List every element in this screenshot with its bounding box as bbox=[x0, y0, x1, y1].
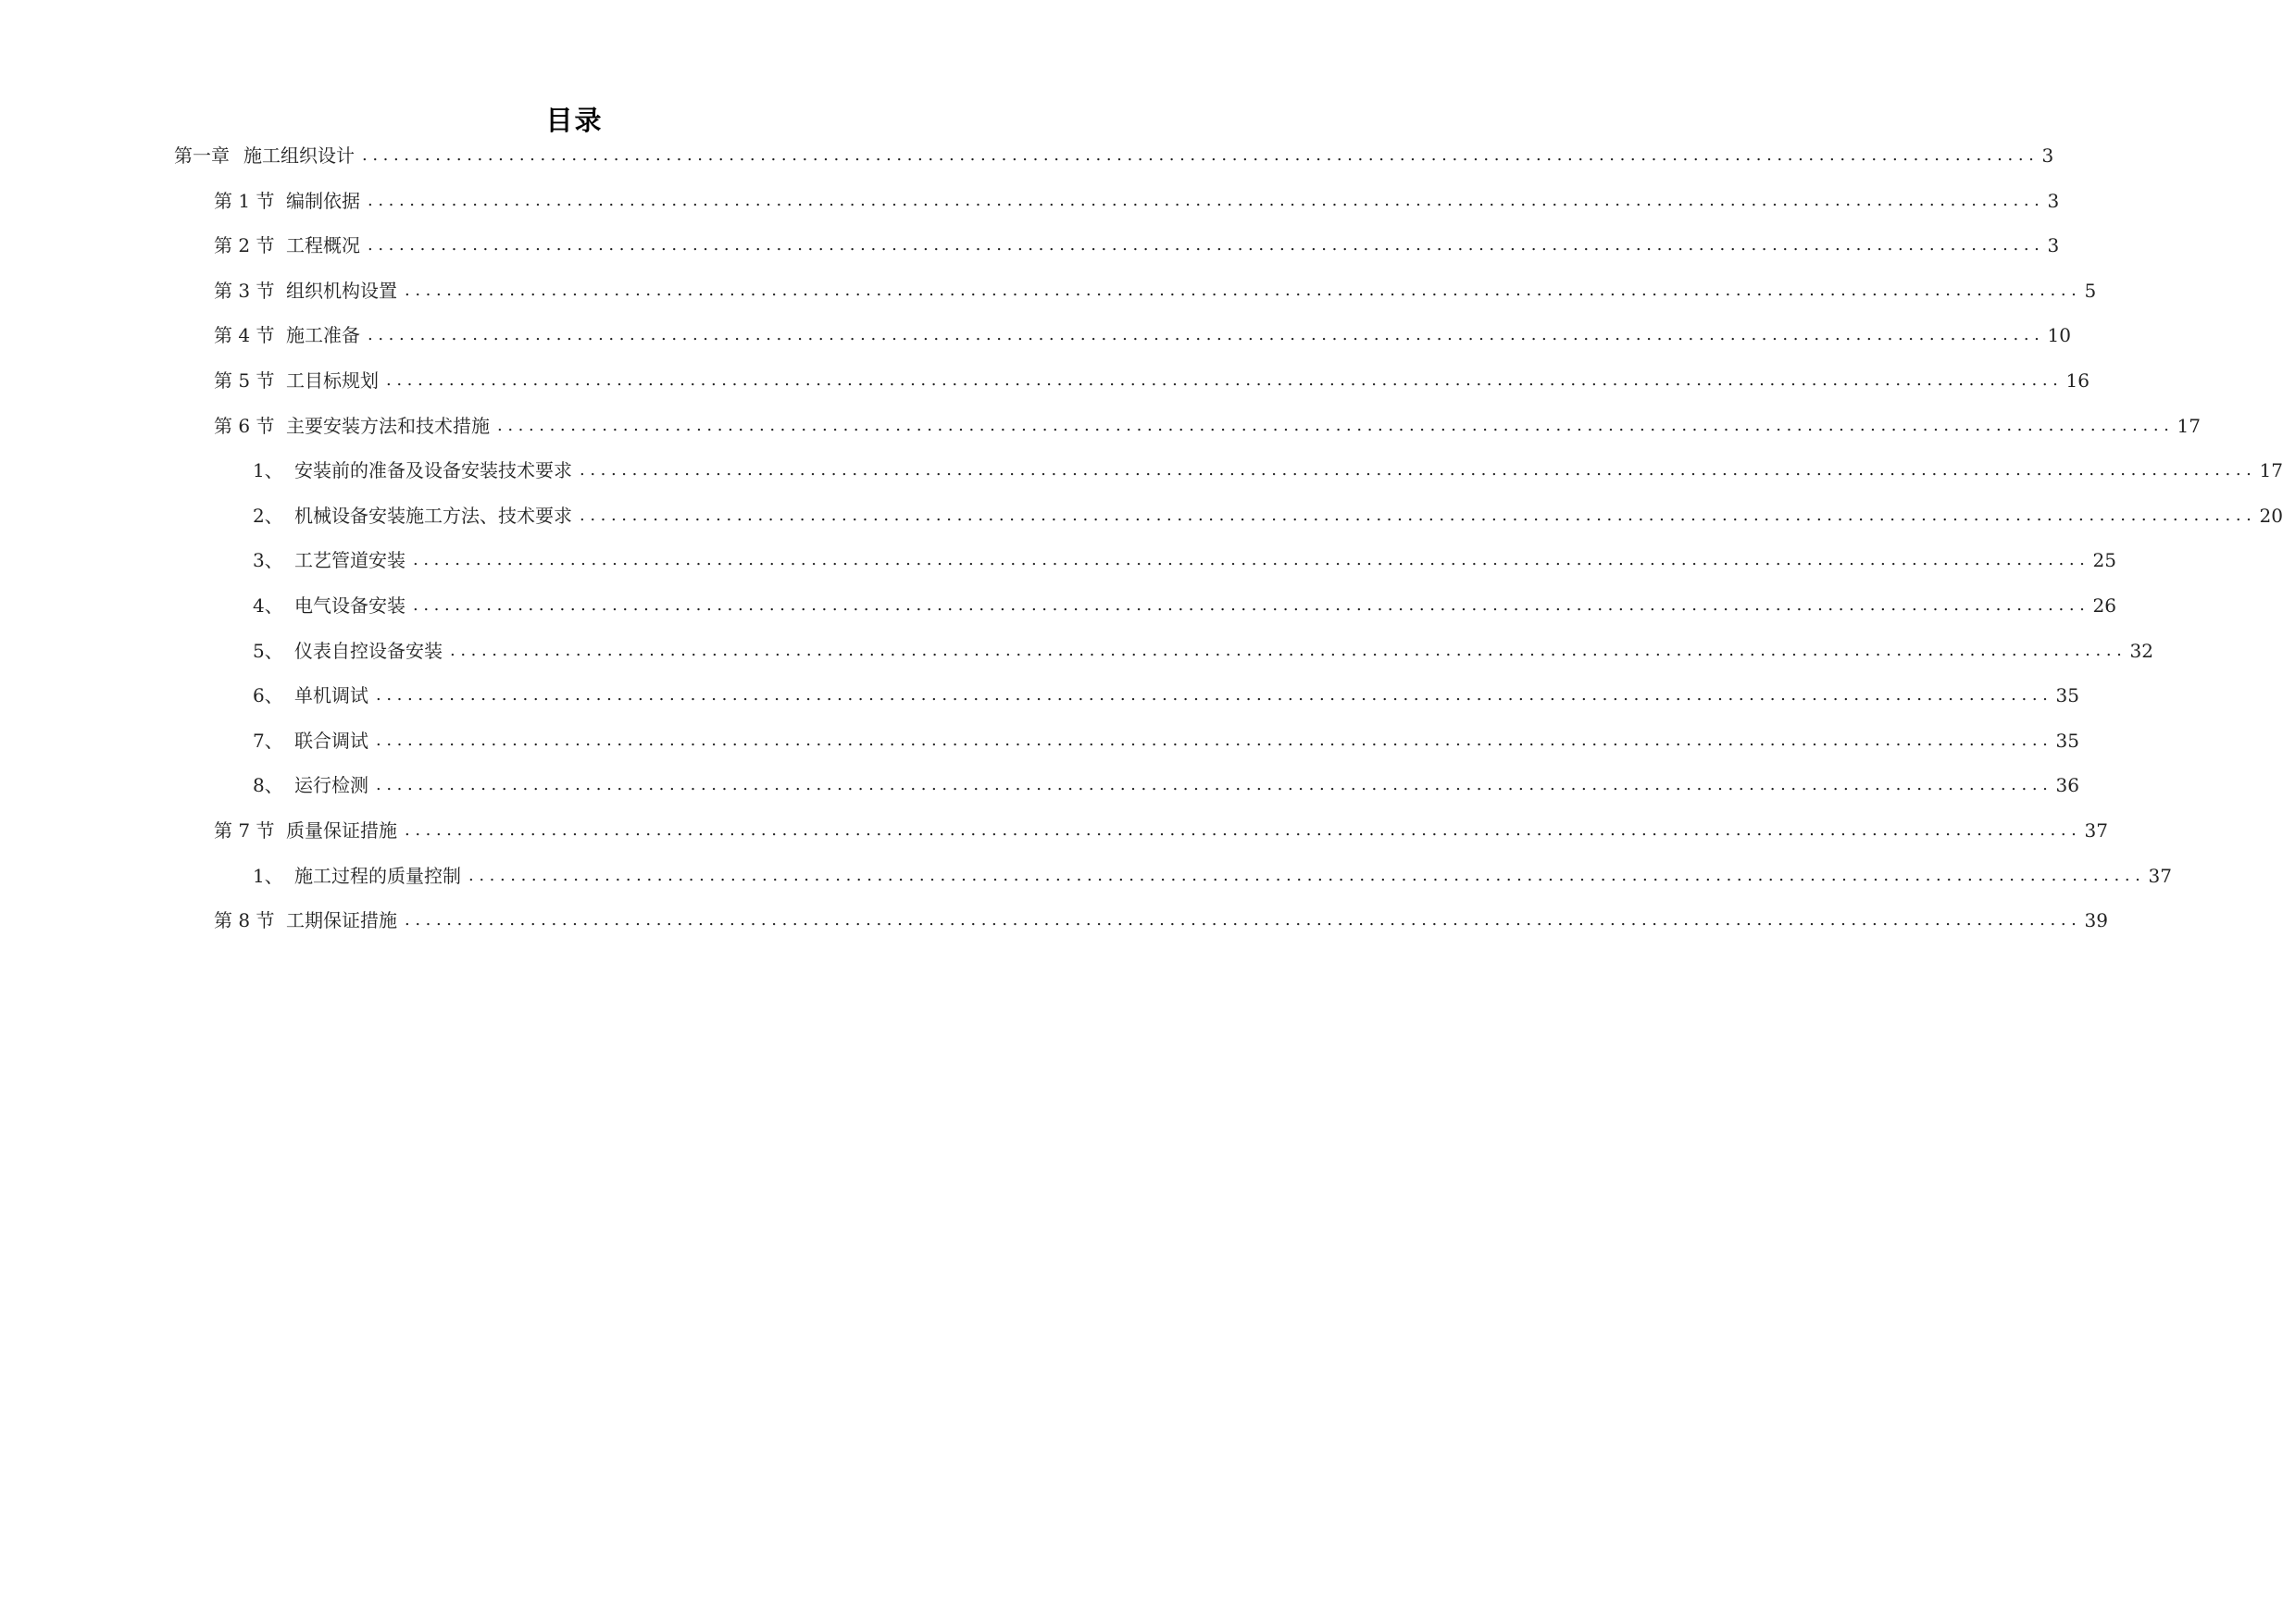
toc-entry[interactable] bbox=[253, 862, 2172, 890]
toc-entry-page-number: 3 bbox=[2047, 234, 2060, 256]
toc-entry-title: 主要安装方法和技术措施 bbox=[286, 415, 490, 437]
toc-entry-number: 6、 bbox=[253, 684, 283, 706]
toc-entry-number: 5、 bbox=[253, 640, 283, 662]
toc-entry-number: 第 1 节 bbox=[214, 190, 275, 212]
toc-entry-page-number: 3 bbox=[2041, 144, 2054, 167]
toc-entry-page-number: 17 bbox=[2259, 459, 2283, 481]
toc-entry-number: 第 2 节 bbox=[214, 234, 275, 256]
toc-dot-leader: ................................................................................................................................................................ bbox=[386, 370, 2064, 390]
toc-entry-page-number: 26 bbox=[2092, 594, 2116, 617]
toc-entry-title: 施工准备 bbox=[286, 324, 360, 346]
toc-entry[interactable] bbox=[253, 681, 2079, 709]
toc-entry-title: 工艺管道安装 bbox=[294, 549, 405, 571]
toc-entry-number: 7、 bbox=[253, 730, 283, 752]
toc-entry-page-number: 17 bbox=[2177, 415, 2201, 437]
toc-dot-leader: ................................................................................................................................................................ bbox=[405, 820, 2082, 840]
toc-entry-page-number: 39 bbox=[2084, 909, 2108, 931]
toc-entry-title: 电气设备安装 bbox=[294, 594, 405, 617]
toc-entry-title: 质量保证措施 bbox=[286, 819, 397, 842]
toc-entry-number: 第 5 节 bbox=[214, 369, 275, 392]
toc-entry[interactable] bbox=[174, 142, 2054, 169]
toc-entry[interactable] bbox=[253, 637, 2153, 665]
toc-entry-page-number: 16 bbox=[2065, 369, 2090, 392]
toc-entry-page-number: 25 bbox=[2092, 549, 2116, 571]
toc-dot-leader: ................................................................................................................................................................ bbox=[376, 775, 2053, 794]
toc-entry-number: 2、 bbox=[253, 505, 283, 527]
toc-dot-leader: ................................................................................................................................................................ bbox=[497, 416, 2175, 435]
toc-entry[interactable] bbox=[214, 367, 2090, 394]
toc-entry-page-number: 37 bbox=[2148, 865, 2172, 887]
toc-title: 目录 bbox=[545, 105, 604, 136]
toc-entry-title: 工期保证措施 bbox=[286, 909, 397, 931]
toc-entry[interactable] bbox=[253, 456, 2283, 484]
toc-entry-number: 第 4 节 bbox=[214, 324, 275, 346]
toc-entry-number: 第一章 bbox=[174, 144, 230, 167]
toc-entry-page-number: 10 bbox=[2047, 324, 2071, 346]
toc-entry[interactable] bbox=[214, 817, 2108, 844]
toc-dot-leader: ................................................................................................................................................................ bbox=[376, 685, 2053, 705]
toc-entry-number: 1、 bbox=[253, 459, 283, 481]
toc-entry-title: 施工过程的质量控制 bbox=[294, 865, 461, 887]
toc-entry[interactable] bbox=[214, 906, 2108, 934]
toc-entry-title: 工目标规划 bbox=[286, 369, 379, 392]
toc-entry[interactable] bbox=[214, 231, 2060, 259]
toc-entry[interactable] bbox=[253, 727, 2079, 755]
toc-entry-title: 运行检测 bbox=[294, 774, 368, 796]
toc-entry[interactable] bbox=[214, 187, 2060, 215]
toc-entry-title: 工程概况 bbox=[286, 234, 360, 256]
toc-entry[interactable] bbox=[214, 277, 2097, 305]
toc-dot-leader: ................................................................................................................................................................ bbox=[580, 506, 2257, 525]
toc-entry-title: 组织机构设置 bbox=[286, 280, 397, 302]
toc-entry-number: 8、 bbox=[253, 774, 283, 796]
toc-dot-leader: ................................................................................................................................................................ bbox=[413, 550, 2090, 569]
toc-dot-leader: ................................................................................................................................................................ bbox=[413, 595, 2090, 615]
toc-entry[interactable] bbox=[214, 412, 2201, 440]
toc-entry-title: 编制依据 bbox=[286, 190, 360, 212]
toc-entry[interactable] bbox=[253, 592, 2116, 619]
toc-entry-title: 单机调试 bbox=[294, 684, 368, 706]
toc-dot-leader: ................................................................................................................................................................ bbox=[368, 191, 2045, 210]
toc-entry-title: 安装前的准备及设备安装技术要求 bbox=[294, 459, 572, 481]
toc-entry-page-number: 37 bbox=[2084, 819, 2108, 842]
toc-entry[interactable] bbox=[253, 771, 2079, 799]
toc-dot-leader: ................................................................................................................................................................ bbox=[468, 866, 2146, 885]
toc-entry-number: 1、 bbox=[253, 865, 283, 887]
toc-dot-leader: ................................................................................................................................................................ bbox=[580, 460, 2257, 480]
toc-entry-number: 3、 bbox=[253, 549, 283, 571]
toc-entry-number: 第 8 节 bbox=[214, 909, 275, 931]
toc-entry[interactable] bbox=[253, 502, 2283, 530]
toc-entry-page-number: 35 bbox=[2055, 730, 2079, 752]
toc-entry-title: 联合调试 bbox=[294, 730, 368, 752]
toc-entry-page-number: 35 bbox=[2055, 684, 2079, 706]
toc-entry-page-number: 20 bbox=[2259, 505, 2283, 527]
toc-entry-number: 第 7 节 bbox=[214, 819, 275, 842]
toc-entry-number: 第 3 节 bbox=[214, 280, 275, 302]
toc-entry-page-number: 3 bbox=[2047, 190, 2060, 212]
toc-entry-title: 施工组织设计 bbox=[243, 144, 355, 167]
toc-dot-leader: ................................................................................................................................................................ bbox=[405, 910, 2082, 930]
toc-dot-leader: ................................................................................................................................................................ bbox=[368, 235, 2045, 255]
toc-dot-leader: ................................................................................................................................................................ bbox=[405, 281, 2082, 300]
toc-entry-number: 第 6 节 bbox=[214, 415, 275, 437]
toc-dot-leader: ................................................................................................................................................................ bbox=[376, 731, 2053, 750]
toc-entry-page-number: 32 bbox=[2129, 640, 2153, 662]
toc-entry[interactable] bbox=[253, 546, 2116, 574]
toc-dot-leader: ................................................................................................................................................................ bbox=[362, 145, 2040, 165]
toc-entry-page-number: 5 bbox=[2084, 280, 2097, 302]
toc-entry-number: 4、 bbox=[253, 594, 283, 617]
toc-entry-title: 仪表自控设备安装 bbox=[294, 640, 443, 662]
toc-dot-leader: ................................................................................................................................................................ bbox=[368, 325, 2045, 344]
toc-entry-page-number: 36 bbox=[2055, 774, 2079, 796]
toc-dot-leader: ................................................................................................................................................................ bbox=[450, 641, 2127, 660]
toc-entry-title: 机械设备安装施工方法、技术要求 bbox=[294, 505, 572, 527]
toc-entry[interactable] bbox=[214, 321, 2071, 349]
